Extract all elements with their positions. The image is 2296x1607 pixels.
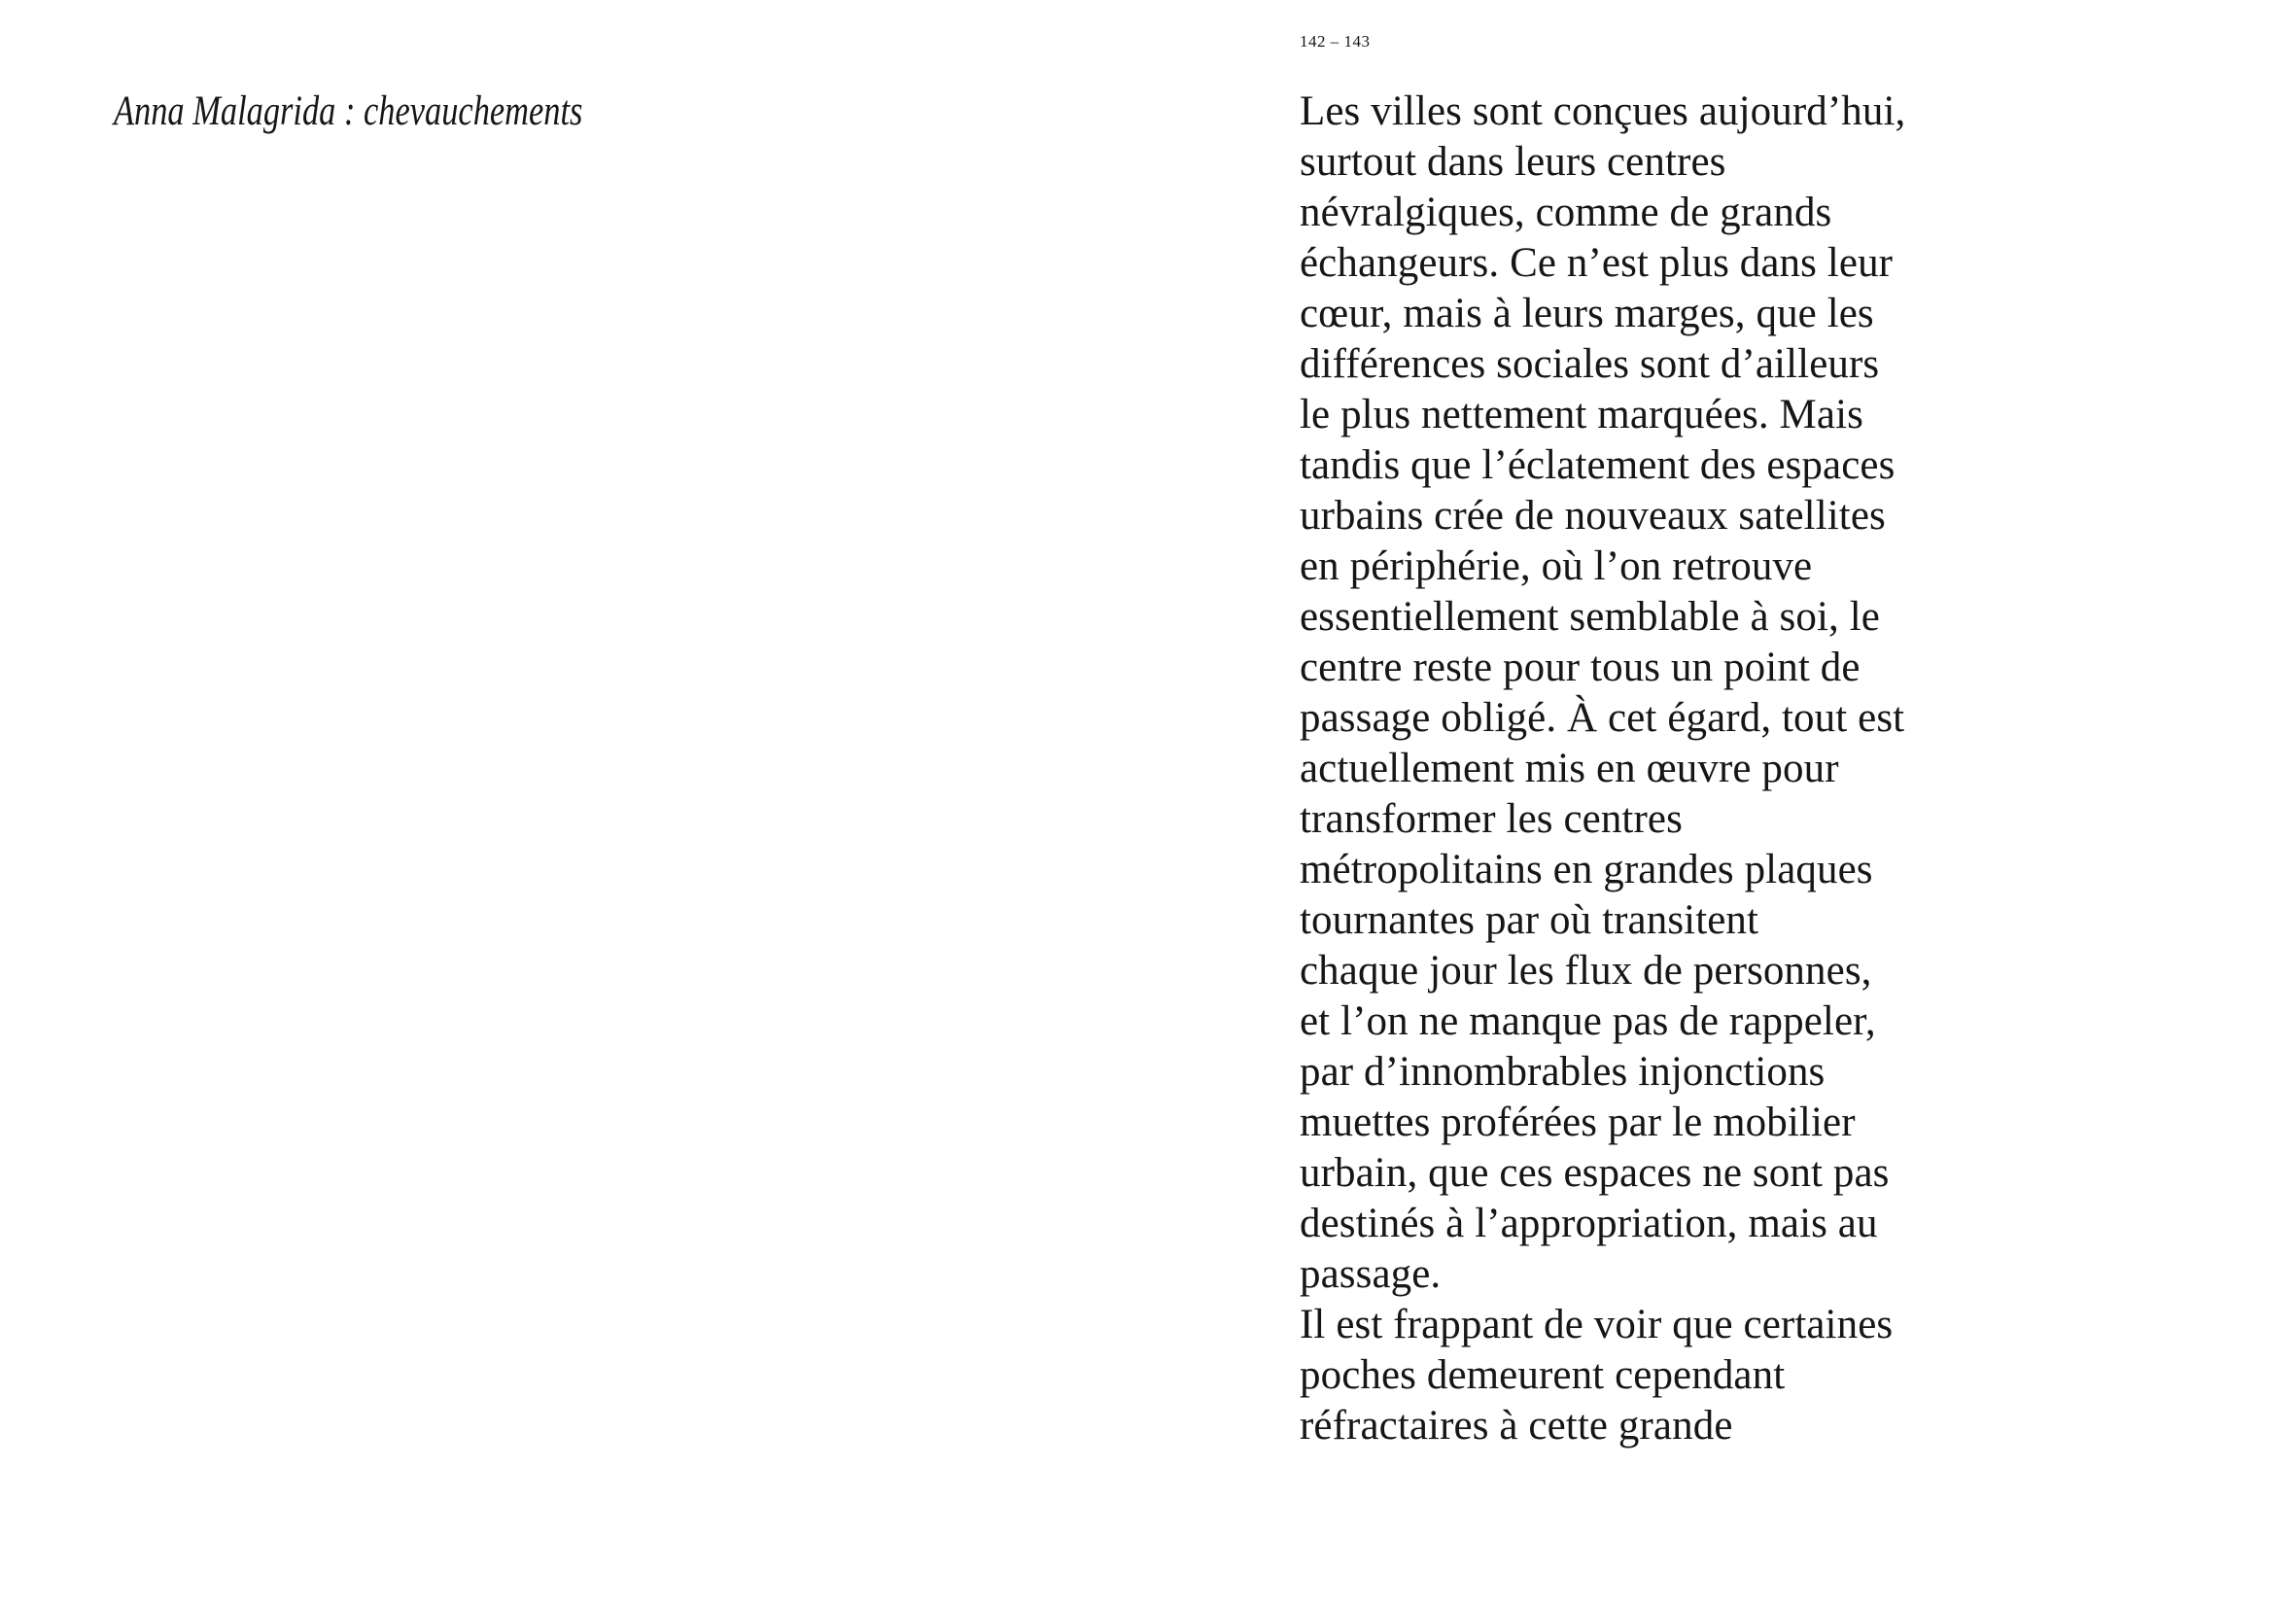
body-text-line: passage obligé. À cet égard, tout est — [1300, 695, 1905, 741]
page-numbers: 142 – 143 — [1300, 32, 1371, 51]
body-text-line: centre reste pour tous un point de — [1300, 645, 1861, 690]
body-text-line: poches demeurent cependant — [1300, 1352, 1786, 1398]
body-text — [1300, 87, 2038, 1451]
body-text-line: Il est frappant de voir que certaines — [1300, 1302, 1894, 1347]
body-text-line: tandis que l’éclatement des espaces — [1300, 442, 1896, 488]
body-text-line: actuellement mis en œuvre pour — [1300, 746, 1839, 791]
body-text-line: tournantes par où transitent — [1300, 897, 1759, 943]
body-text-line: urbain, que ces espaces ne sont pas — [1300, 1150, 1890, 1196]
body-text-line: échangeurs. Ce n’est plus dans leur — [1300, 240, 1894, 286]
body-text-line: cœur, mais à leurs marges, que les — [1300, 291, 1874, 336]
body-text-line: par d’innombrables injonctions — [1300, 1049, 1826, 1095]
article-title: Anna Malagrida : chevauchements — [114, 88, 583, 134]
body-text-line: et l’on ne manque pas de rappeler, — [1300, 998, 1876, 1044]
body-text-line: essentiellement semblable à soi, le — [1300, 594, 1880, 640]
body-text-line: Les villes sont conçues aujourd’hui, — [1300, 88, 1906, 134]
body-text-line: transformer les centres — [1300, 796, 1683, 842]
right-page — [1148, 0, 2296, 1607]
body-text-line: muettes proférées par le mobilier — [1300, 1100, 1856, 1145]
body-text-line: passage. — [1300, 1251, 1442, 1297]
body-text-line: en périphérie, où l’on retrouve — [1300, 543, 1813, 589]
body-text-line: réfractaires à cette grande — [1300, 1403, 1733, 1449]
body-text-line: le plus nettement marquées. Mais — [1300, 392, 1863, 437]
body-text-line: névralgiques, comme de grands — [1300, 190, 1832, 235]
body-text-line: destinés à l’appropriation, mais au — [1300, 1201, 1878, 1246]
body-text-line: métropolitains en grandes plaques — [1300, 847, 1873, 892]
body-text-line: surtout dans leurs centres — [1300, 139, 1726, 185]
body-text-line: chaque jour les flux de personnes, — [1300, 948, 1872, 994]
body-text-line: différences sociales sont d’ailleurs — [1300, 341, 1880, 387]
body-text-line: urbains crée de nouveaux satellites — [1300, 493, 1886, 539]
